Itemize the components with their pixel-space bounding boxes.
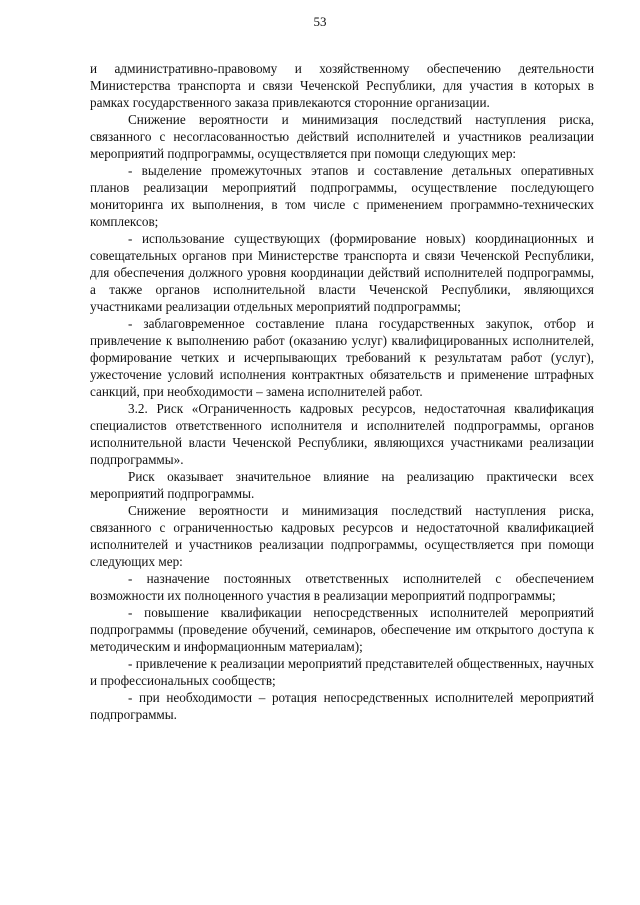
section-heading-3-2: 3.2. Риск «Ограниченность кадровых ресурсов, недостаточная квалификация специалистов ответственного исполнителя и исполнителей подпрограммы, органов исполнительной власти Чеченской Республики, являющихся участниками реализации подпрограммы». xyxy=(90,401,594,467)
paragraph-risk-impact: Риск оказывает значительное влияние на реализацию практически всех мероприятий подпрограммы. xyxy=(90,469,594,501)
page-number: 53 xyxy=(313,14,327,29)
paragraph-continuation: и административно-правовому и хозяйственному обеспечению деятельности Министерства транспорта и связи Чеченской Республики, для участия в которых в рамках государственного заказа привлекаются сторонние организации. xyxy=(90,61,594,110)
paragraph-staff-risk-mitigation-intro: Снижение вероятности и минимизация последствий наступления риска, связанного с ограниченностью кадровых ресурсов и недостаточной квалификацией исполнителей и участников реализации подпрограммы, осуществляется при помощи следующих мер: xyxy=(90,503,594,569)
list-item-permanent-executors: - назначение постоянных ответственных исполнителей с обеспечением возможности их полноценного участия в реализации мероприятий подпрограммы; xyxy=(90,571,594,603)
list-item-intermediate-stages: - выделение промежуточных этапов и составление детальных оперативных планов реализации мероприятий подпрограммы, осуществление последующего мониторинга их выполнения, в том числе с применением программно-технических комплексов; xyxy=(90,163,594,229)
list-item-community-involvement: - привлечение к реализации мероприятий представителей общественных, научных и профессиональных сообществ; xyxy=(90,656,594,688)
paragraph-risk-mitigation-intro: Снижение вероятности и минимизация последствий наступления риска, связанного с несогласованностью действий исполнителей и участников реализации мероприятий подпрограммы, осуществляется при помощи следующих мер: xyxy=(90,112,594,161)
list-item-procurement-plan: - заблаговременное составление плана государственных закупок, отбор и привлечение к выполнению работ (оказанию услуг) квалифицированных исполнителей, формирование четких и исчерпывающих требований к результатам работ (услуг), ужесточение условий исполнения контрактных обязательств и применение штрафных санкций, при необходимости – замена исполнителей работ. xyxy=(90,316,594,399)
document-body xyxy=(90,60,594,723)
list-item-qualification: - повышение квалификации непосредственных исполнителей мероприятий подпрограммы (проведение обучений, семинаров, обеспечение им открытого доступа к методическим и информационным материалам); xyxy=(90,605,594,654)
list-item-rotation: - при необходимости – ротация непосредственных исполнителей мероприятий подпрограммы. xyxy=(90,690,594,722)
list-item-coordination-bodies: - использование существующих (формирование новых) координационных и совещательных органов при Министерстве транспорта и связи Чеченской Республики, для обеспечения должного уровня координации действий исполнителей подпрограммы, а также органов исполнительной власти Чеченской Республики, являющихся участниками реализации отдельных мероприятий подпрограммы; xyxy=(90,231,594,314)
